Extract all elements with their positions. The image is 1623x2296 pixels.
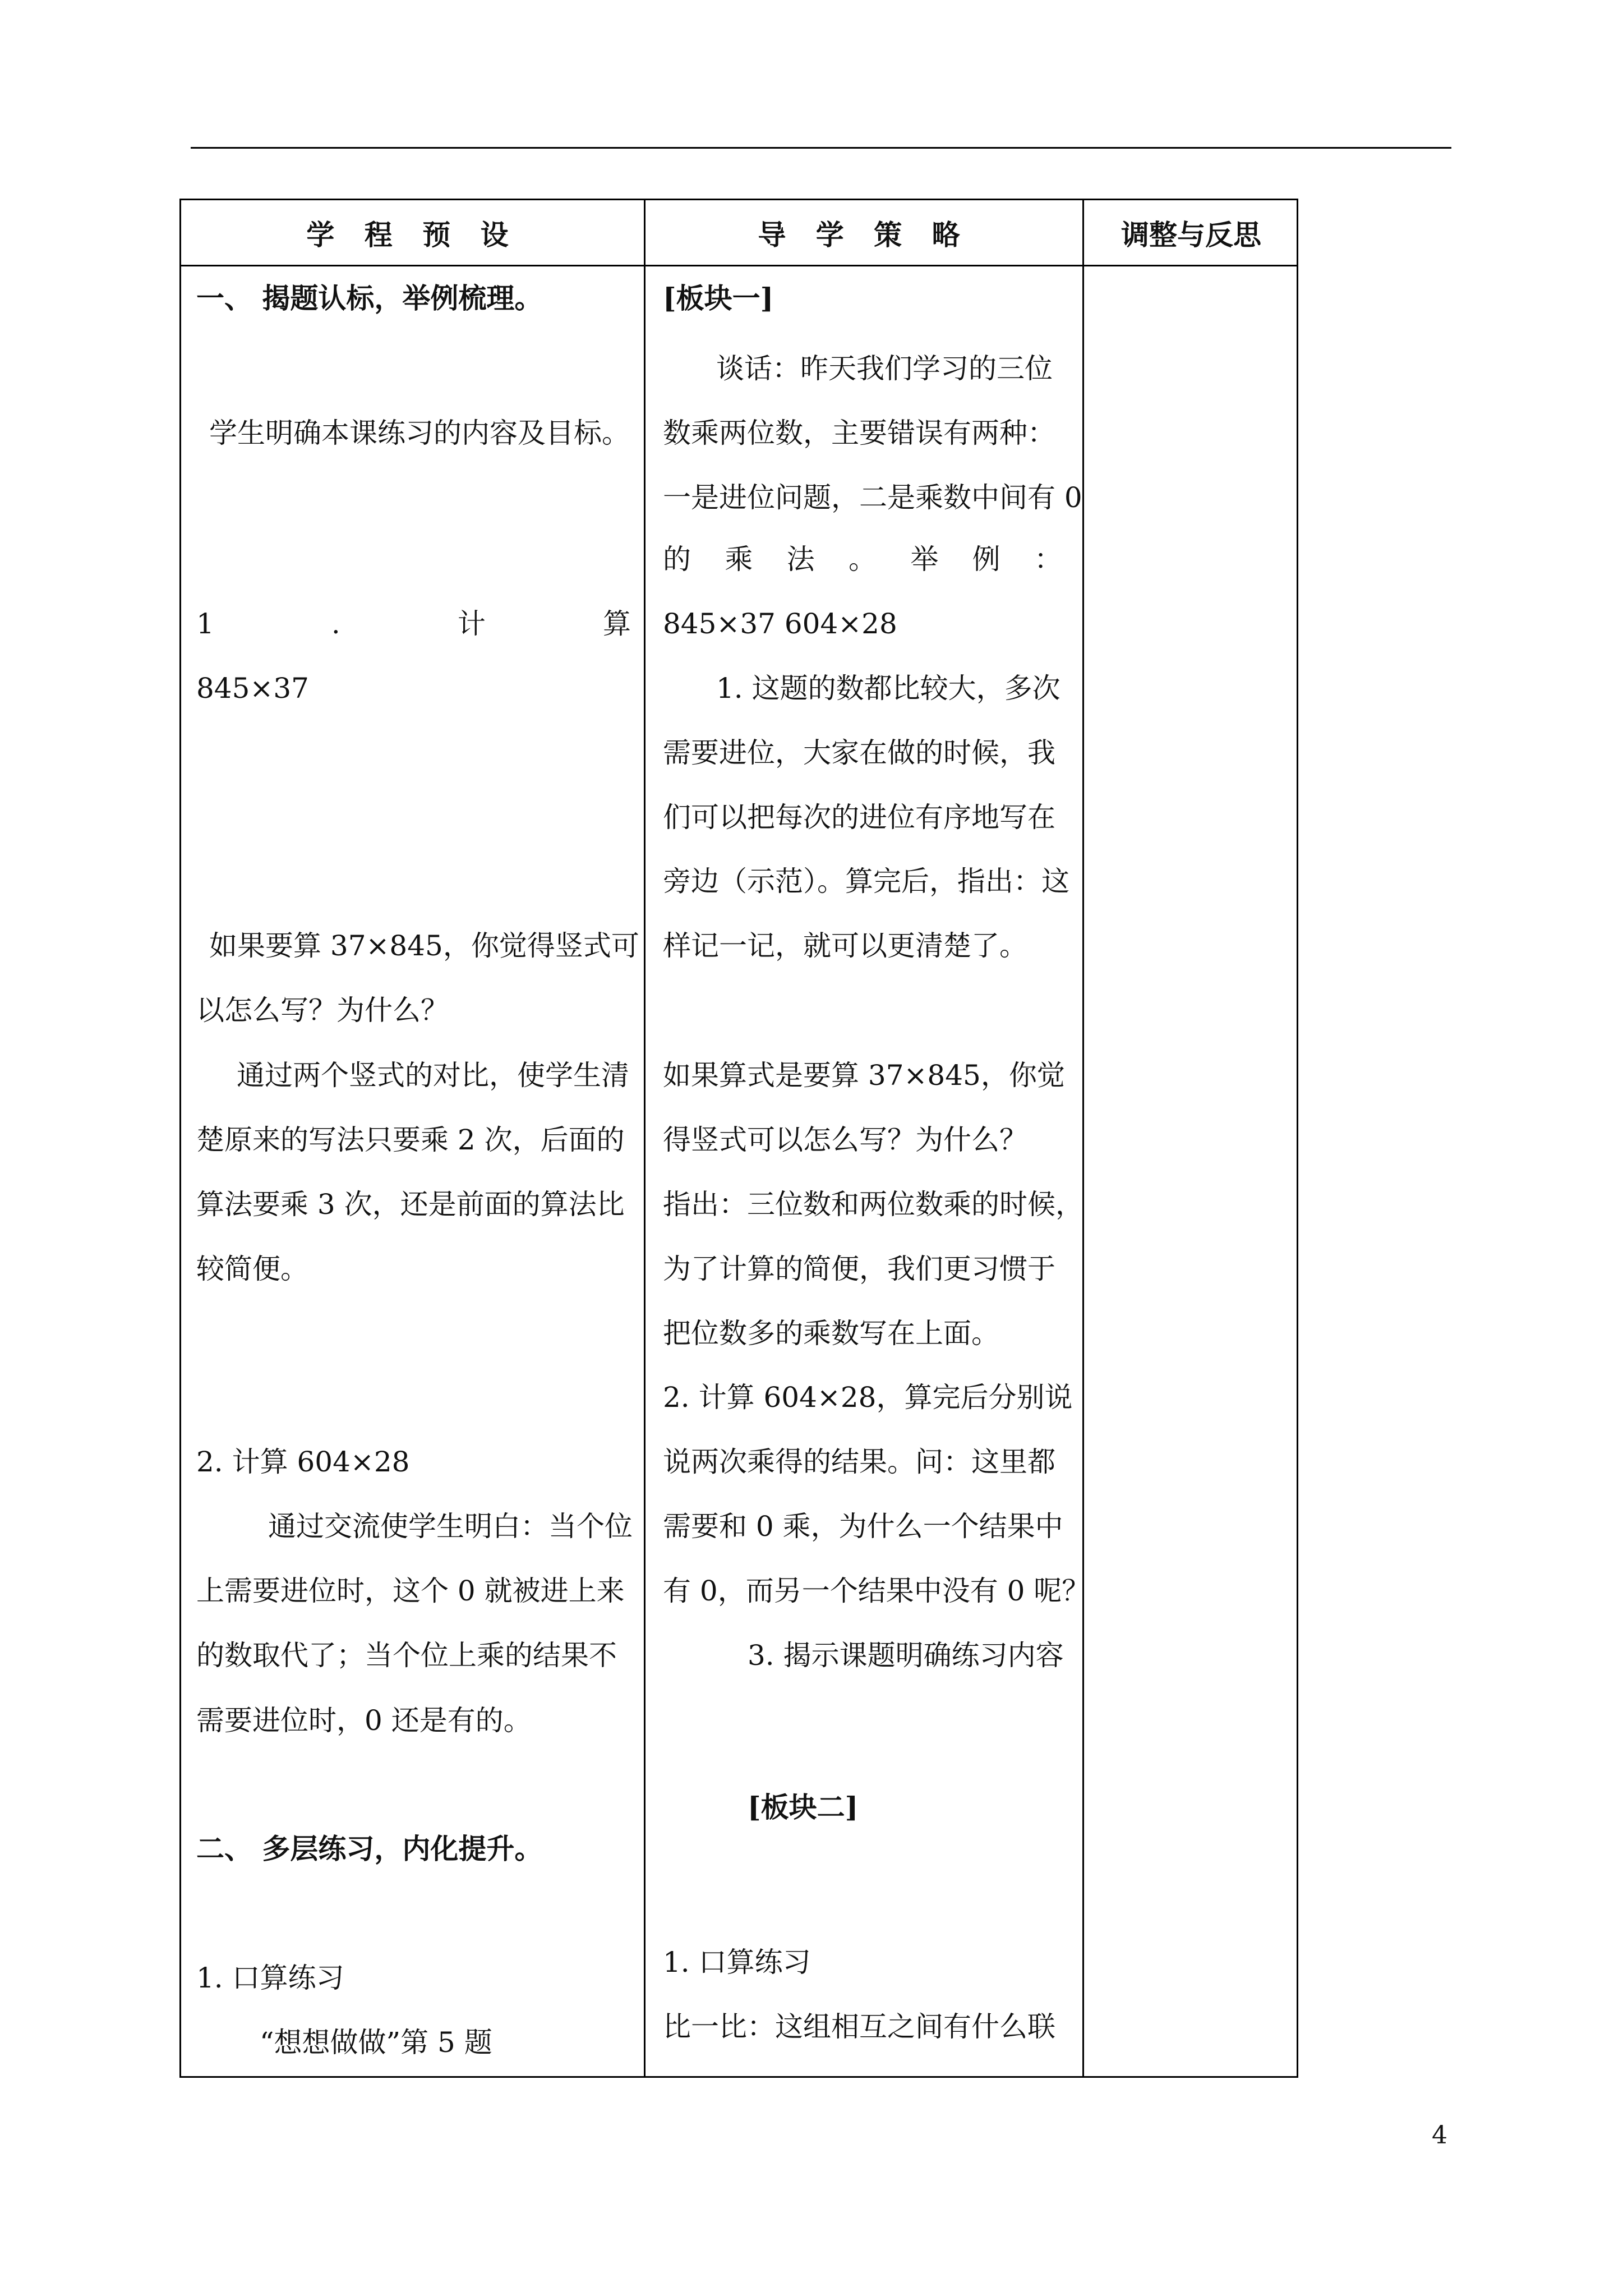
strategy-text-line: 得竖式可以怎么写？为什么？ xyxy=(663,1124,1027,1156)
strategy-text-line: 说两次乘得的结果。问：这里都 xyxy=(663,1446,1055,1478)
preset-text-line: 较简便。 xyxy=(196,1253,308,1285)
text-fragment: 例 xyxy=(972,543,1000,576)
strategy-text-line: 有 0，而另一个结果中没有 0 呢？ xyxy=(663,1575,1090,1607)
preset-text-line xyxy=(196,607,631,641)
strategy-text-line: 比一比：这组相互之间有什么联 xyxy=(663,2010,1055,2043)
strategy-text-line: 为了计算的简便，我们更习惯于 xyxy=(663,1253,1055,1285)
header-rule xyxy=(191,147,1451,149)
column-header-preset: 学 程 预 设 xyxy=(306,218,519,251)
preset-text-line: 需要进位时，0 还是有的。 xyxy=(196,1704,532,1737)
preset-text-line: 845×37 xyxy=(196,672,309,705)
strategy-text-line: [板块二] xyxy=(748,1791,859,1824)
preset-text-line: 以怎么写？为什么？ xyxy=(196,994,449,1027)
strategy-text-line: 2. 计算 604×28，算完后分别说 xyxy=(663,1381,1073,1414)
text-fragment: 。 xyxy=(848,543,877,576)
strategy-text-line: 把位数多的乘数写在上面。 xyxy=(663,1317,999,1350)
preset-text-line: 如果要算 37×845，你觉得竖式可 xyxy=(209,930,639,962)
strategy-text-line: 一是进位问题，二是乘数中间有 0 xyxy=(663,481,1082,514)
strategy-text-line: 们可以把每次的进位有序地写在 xyxy=(663,801,1055,834)
preset-text-line: “想想做做”第 5 题 xyxy=(260,2026,492,2059)
text-fragment: 1 xyxy=(196,608,214,640)
preset-text-line: 通过两个竖式的对比，使学生清 xyxy=(237,1059,629,1092)
text-fragment: 算 xyxy=(603,608,631,640)
strategy-text-line: 数乘两位数，主要错误有两种： xyxy=(663,417,1055,449)
text-fragment: 举 xyxy=(910,543,939,576)
preset-text-line: 2. 计算 604×28 xyxy=(196,1446,410,1478)
preset-text-line: 的数取代了；当个位上乘的结果不 xyxy=(196,1639,617,1672)
strategy-text-line: [板块一] xyxy=(663,282,774,315)
strategy-text-line xyxy=(663,542,1062,576)
column-divider xyxy=(644,199,645,2078)
text-fragment: 的 xyxy=(663,543,691,576)
column-header-strategy: 导 学 策 略 xyxy=(758,218,970,251)
strategy-text-line: 如果算式是要算 37×845，你觉 xyxy=(663,1059,1065,1092)
strategy-text-line: 谈话：昨天我们学习的三位 xyxy=(716,352,1053,385)
strategy-text-line: 样记一记，就可以更清楚了。 xyxy=(663,930,1027,962)
strategy-text-line: 1. 这题的数都比较大，多次 xyxy=(716,672,1061,705)
preset-text-line: 学生明确本课练习的内容及目标。 xyxy=(209,417,630,449)
strategy-text-line: 需要和 0 乘，为什么一个结果中 xyxy=(663,1510,1063,1543)
preset-text-line: 1. 口算练习 xyxy=(196,1962,344,1994)
preset-text-line: 算法要乘 3 次，还是前面的算法比 xyxy=(196,1188,625,1221)
preset-text-line: 楚原来的写法只要乘 2 次，后面的 xyxy=(196,1124,625,1156)
strategy-text-line: 1. 口算练习 xyxy=(663,1946,811,1978)
text-fragment: ： xyxy=(1034,543,1062,576)
text-fragment: 乘 xyxy=(725,543,753,576)
preset-text-line: 二、 多层练习，内化提升。 xyxy=(196,1832,543,1865)
strategy-text-line: 3. 揭示课题明确练习内容 xyxy=(748,1639,1064,1672)
preset-text-line: 一、 揭题认标，举例梳理。 xyxy=(196,282,543,315)
text-fragment: . xyxy=(331,608,340,640)
column-header-reflection: 调整与反思 xyxy=(1121,218,1261,251)
strategy-text-line: 旁边（示范）。算完后，指出：这 xyxy=(663,865,1069,898)
text-fragment: 计 xyxy=(457,608,486,640)
strategy-text-line: 845×37 604×28 xyxy=(663,608,897,640)
preset-text-line: 通过交流使学生明白：当个位 xyxy=(268,1510,633,1543)
text-fragment: 法 xyxy=(786,543,815,576)
page-number: 4 xyxy=(1432,2121,1447,2150)
strategy-text-line: 需要进位，大家在做的时候，我 xyxy=(663,737,1055,769)
preset-text-line: 上需要进位时，这个 0 就被进上来 xyxy=(196,1575,625,1607)
strategy-text-line: 指出：三位数和两位数乘的时候， xyxy=(663,1188,1083,1221)
column-divider xyxy=(1082,199,1084,2078)
